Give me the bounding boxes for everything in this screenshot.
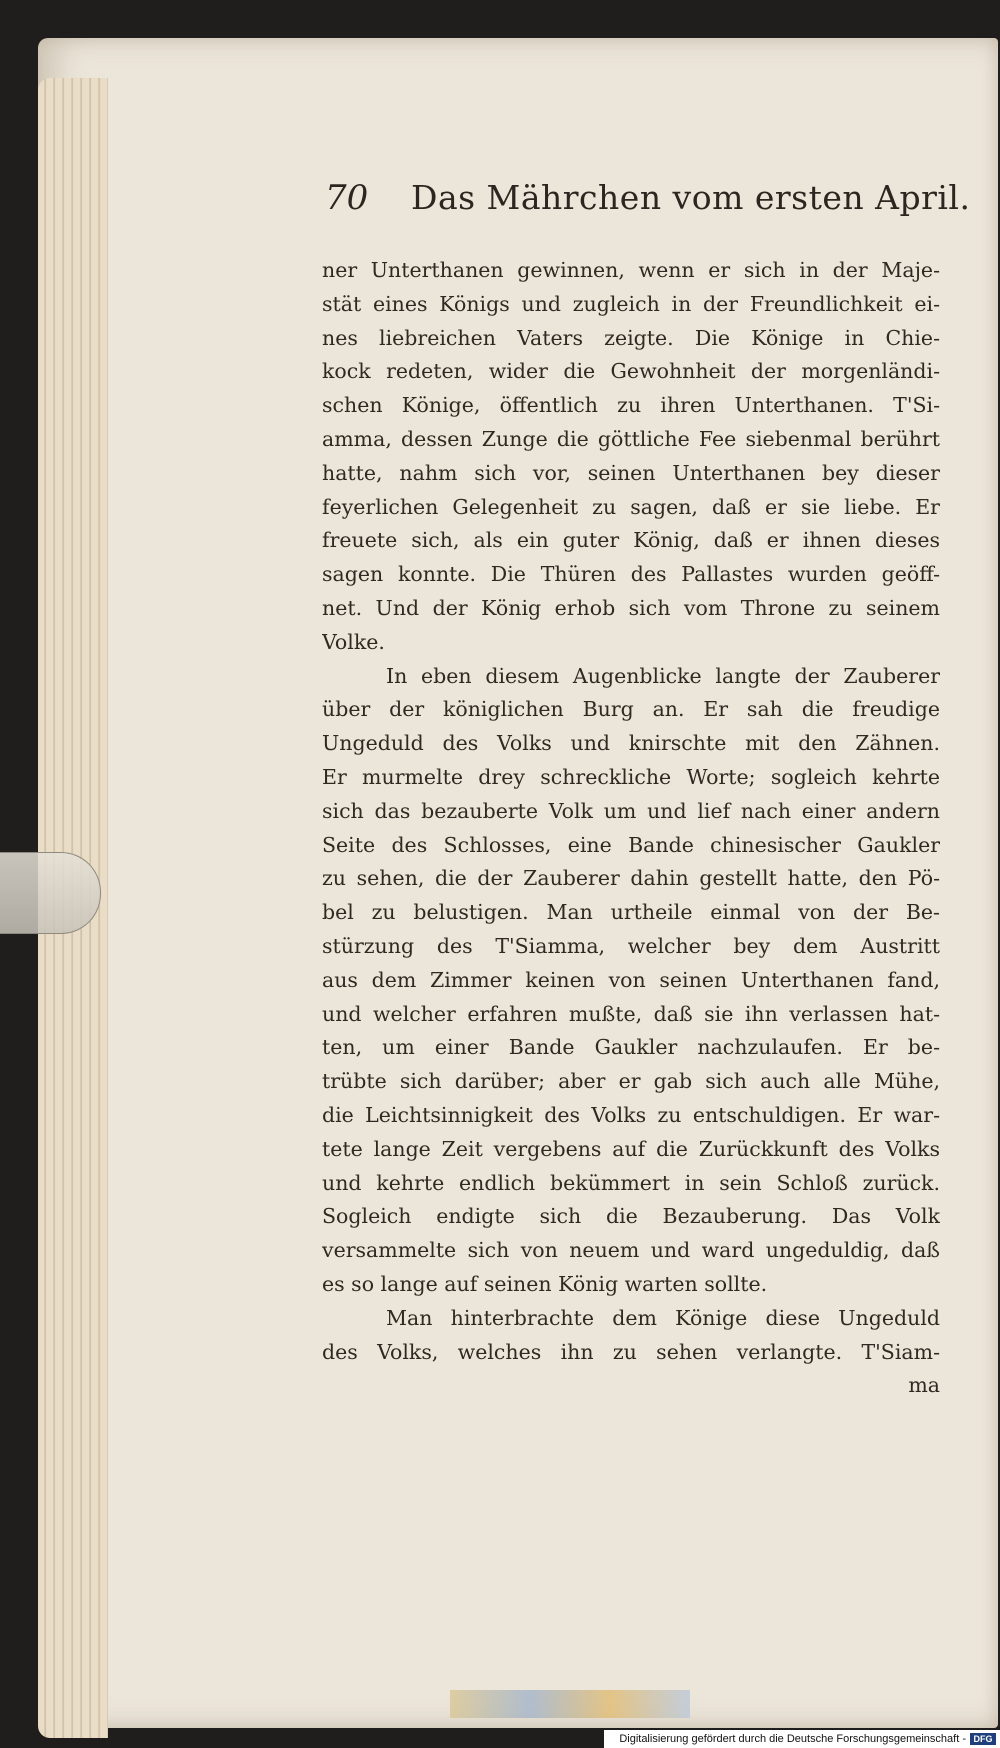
text-line: nes liebreichen Vaters zeigte. Die Könige in Chie- <box>322 325 940 350</box>
text-line: ner Unterthanen gewinnen, wenn er sich in der Maje- <box>322 258 940 282</box>
text-line: Sogleich endigte sich die Bezauberung. Das Volk <box>322 1204 940 1229</box>
text-line: die Leichtsinnigkeit des Volks zu entschuldigen. Er war- <box>322 1102 940 1127</box>
text-line: bel zu belustigen. Man urtheile einmal von der Be- <box>322 900 940 925</box>
text-line: Volke. <box>322 629 385 654</box>
dfg-logo: DFG <box>970 1733 996 1745</box>
text-line: aus dem Zimmer keinen von seinen Unterthanen fand, <box>322 967 940 992</box>
text-line: freuete sich, als ein guter König, daß er ihnen dieses <box>322 528 940 553</box>
text-line: tete lange Zeit vergebens auf die Zurückkunft des Volks <box>322 1136 940 1161</box>
text-line: und kehrte endlich bekümmert in sein Schloß zurück. <box>322 1170 940 1195</box>
text-line: Man hinterbrachte dem Könige diese Ungeduld <box>386 1305 940 1330</box>
text-line: stürzung des T'Siamma, welcher bey dem Austritt <box>322 933 940 958</box>
running-title: Das Mährchen vom ersten April. <box>411 178 971 217</box>
text-line: trübte sich darüber; aber er gab sich auch alle Mühe, <box>322 1069 940 1094</box>
page-clip <box>0 852 101 934</box>
text-line: stät eines Königs und zugleich in der Freundlichkeit ei- <box>322 291 940 316</box>
text-line: In eben diesem Augenblicke langte der Zauberer <box>386 663 940 688</box>
bookmark-strip <box>450 1690 690 1718</box>
page-number: 70 <box>325 178 369 218</box>
text-line: sich das bezauberte Volk um und lief nach einer andern <box>322 798 940 823</box>
text-line: Seite des Schlosses, eine Bande chinesischer Gaukler <box>322 832 940 857</box>
text-line: ma <box>908 1373 940 1398</box>
text-line: amma, dessen Zunge die göttliche Fee siebenmal berührt <box>322 426 940 451</box>
text-line: es so lange auf seinen König warten sollte. <box>322 1271 768 1296</box>
text-line: zu sehen, die der Zauberer dahin gestellt hatte, den Pö- <box>322 866 940 891</box>
text-line: des Volks, welches ihn zu sehen verlangte. T'Siam- <box>322 1339 940 1364</box>
text-line: über der königlichen Burg an. Er sah die freudige <box>322 697 940 722</box>
text-line: Er murmelte drey schreckliche Worte; sogleich kehrte <box>322 764 940 789</box>
text-line: net. Und der König erhob sich vom Throne zu seinem <box>322 595 940 620</box>
text-line: ten, um einer Bande Gaukler nachzulaufen. Er be- <box>322 1035 940 1060</box>
text-line: sagen konnte. Die Thüren des Pallastes wurden geöff- <box>322 562 940 587</box>
text-line: kock redeten, wider die Gewohnheit der morgenländi- <box>322 359 940 384</box>
digitization-footer <box>604 1730 1000 1748</box>
running-head <box>325 178 971 228</box>
text-line: Ungeduld des Volks und knirschte mit den Zähnen. <box>322 731 940 756</box>
text-line: feyerlichen Gelegenheit zu sagen, daß er sie liebe. Er <box>322 494 940 519</box>
text-line: schen Könige, öffentlich zu ihren Unterthanen. T'Si- <box>322 393 940 418</box>
footer-credit: Digitalisierung gefördert durch die Deutsche Forschungsgemeinschaft - <box>619 1733 966 1745</box>
text-line: versammelte sich von neuem und ward ungeduldig, daß <box>322 1238 940 1263</box>
body-text <box>322 254 940 1403</box>
text-line: und welcher erfahren mußte, daß sie ihn verlassen hat- <box>322 1001 940 1026</box>
text-line: hatte, nahm sich vor, seinen Unterthanen bey dieser <box>322 460 940 485</box>
